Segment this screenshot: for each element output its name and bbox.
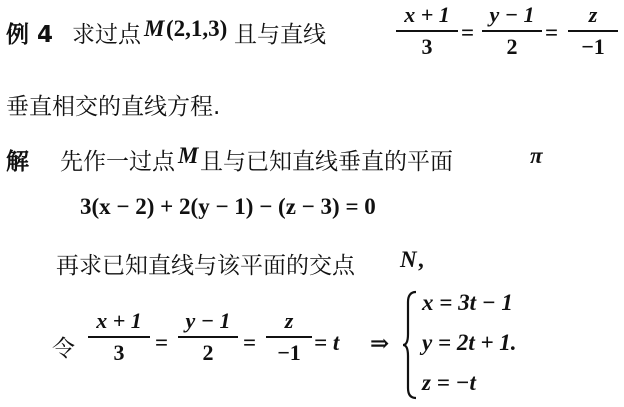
step2-text: 再求已知直线与该平面的交点 xyxy=(56,253,355,279)
fraction-denominator: 3 xyxy=(421,34,433,59)
point-m: M xyxy=(144,16,165,41)
equals-sign: = xyxy=(243,330,257,355)
fraction-bar xyxy=(266,336,312,338)
step2-point: N xyxy=(400,247,417,272)
point-coords: (2,1,3) xyxy=(166,16,228,41)
fraction-numerator: z xyxy=(284,308,294,333)
fraction-denominator: 3 xyxy=(113,340,125,365)
equals-sign: = xyxy=(461,20,475,45)
fraction-numerator: y − 1 xyxy=(489,2,535,27)
pi-symbol: π xyxy=(530,143,543,168)
system-line-2: y = 2t + 1. xyxy=(422,330,517,355)
solution-label: 解 xyxy=(6,149,29,175)
line-fraction-x xyxy=(396,2,458,60)
example-intro: 求过点 xyxy=(72,22,141,48)
step1-point: M xyxy=(178,143,199,168)
system-line-3: z = −t xyxy=(422,370,476,395)
fraction-bar xyxy=(396,30,458,32)
fraction-numerator: x + 1 xyxy=(96,308,142,333)
equals-sign: = xyxy=(155,330,169,355)
step2-comma: , xyxy=(418,247,424,272)
line-fraction-y xyxy=(482,2,542,60)
fraction-numerator: z xyxy=(588,2,598,27)
let-fraction-y xyxy=(178,308,238,366)
line-fraction-z xyxy=(568,2,618,60)
fraction-bar xyxy=(88,336,150,338)
fraction-numerator: x + 1 xyxy=(404,2,450,27)
fraction-bar xyxy=(568,30,618,32)
example-line2: 垂直相交的直线方程. xyxy=(6,94,221,120)
equals-t: = t xyxy=(314,330,340,355)
fraction-bar xyxy=(482,30,542,32)
fraction-bar xyxy=(178,336,238,338)
example-mid: 且与直线 xyxy=(234,22,326,48)
fraction-denominator: 2 xyxy=(202,340,214,365)
step1-rest: 且与已知直线垂直的平面 xyxy=(200,149,453,175)
step1-text: 先作一过点 xyxy=(60,149,175,175)
fraction-denominator: −1 xyxy=(581,34,605,59)
fraction-numerator: y − 1 xyxy=(185,308,231,333)
left-brace xyxy=(402,290,418,400)
plane-equation: 3(x − 2) + 2(y − 1) − (z − 3) = 0 xyxy=(80,194,376,219)
let-label: 令 xyxy=(52,336,75,362)
fraction-denominator: 2 xyxy=(506,34,518,59)
implies-arrow: ⇒ xyxy=(370,331,390,356)
fraction-denominator: −1 xyxy=(277,340,301,365)
equals-sign: = xyxy=(545,20,559,45)
let-fraction-x xyxy=(88,308,150,366)
system-line-1: x = 3t − 1 xyxy=(422,290,513,315)
let-fraction-z xyxy=(266,308,312,366)
example-label: 例 4 xyxy=(6,22,54,48)
